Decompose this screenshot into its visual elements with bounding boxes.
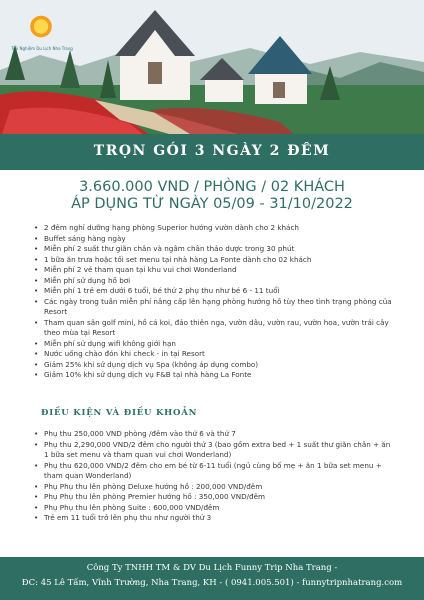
logo-tagline: Trải Nghiệm Du Lịch Nha Trang	[11, 46, 73, 51]
footer-company: Công Ty TNHH TM & DV Du Lịch Funny Trip Nha Trang -	[86, 563, 338, 573]
list-item: • Tham quan sân golf mini, hồ cá koi, đảo thiên nga, vườn dâu, vườn rau, vườn hoa, vườn trái cây theo mùa tại Resort	[34, 318, 396, 339]
footer-contact: ĐC: 45 Lê Tấm, Vĩnh Trường, Nha Trang, KH - ( 0941.005.501) - funnytripnhatrang.com	[21, 578, 403, 588]
inclusions-list	[34, 223, 396, 381]
list-item: • Các ngày trong tuần miễn phí nâng cấp lên hạng phòng hướng hồ tùy theo tình trạng phòng của Resort	[34, 297, 396, 318]
list-item: • Miễn phí sử dụng wifi không giới hạn	[34, 339, 396, 350]
conditions-heading: ĐIỀU KIỆN VÀ ĐIỀU KHOẢN	[41, 408, 198, 418]
company-logo	[8, 8, 76, 56]
list-item: • Trẻ em 11 tuổi trở lên phụ thu như người thứ 3	[34, 513, 396, 524]
list-item: • 2 đêm nghỉ dưỡng hạng phòng Superior hướng vườn dành cho 2 khách	[34, 223, 396, 234]
price-line: 3.660.000 VND / PHÒNG / 02 KHÁCH	[79, 179, 345, 195]
list-item: • Phụ Phụ thu lên phòng Suite : 600,000 VND/đêm	[34, 503, 396, 514]
list-item: • Miễn phí sử dụng hồ bơi	[34, 276, 396, 287]
list-item: • Miễn phí 2 vé tham quan tại khu vui chơi Wonderland	[34, 265, 396, 276]
list-item: • Miễn phí 1 trẻ em dưới 6 tuổi, bé thứ 2 phụ thu như bé 6 - 11 tuổi	[34, 286, 396, 297]
list-item: • Miễn phí 2 suất thư giãn chân và ngâm chân thảo dược trong 30 phút	[34, 244, 396, 255]
sun-palm-icon	[24, 10, 58, 40]
list-item: • Phụ thu 2,290,000 VND/2 đêm cho người thứ 3 (bao gồm extra bed + 1 suất thư giãn chân + ăn 1 bữa set menu và tham quan vui chơi Wonderland)	[34, 440, 396, 461]
list-item: • Nước uống chào đón khi check - in tại Resort	[34, 349, 396, 360]
list-item: • Phụ Phụ thu lên phòng Deluxe hướng hồ : 200,000 VND/đêm	[34, 482, 396, 493]
list-item: • Phụ thu 250,000 VND phòng /đêm vào thứ 6 và thứ 7	[34, 429, 396, 440]
list-item: • Phụ thu 620,000 VND/2 đêm cho em bé từ 6-11 tuổi (ngủ cùng bố mẹ + ăn 1 bữa set menu + tham quan Wonderland)	[34, 461, 396, 482]
list-item: • 1 bữa ăn trưa hoặc tối set menu tại nhà hàng La Fonte dành cho 02 khách	[34, 255, 396, 266]
list-item: • Buffet sáng hàng ngày	[34, 234, 396, 245]
package-title: TRỌN GÓI 3 NGÀY 2 ĐÊM	[93, 143, 331, 159]
list-item: • Phụ Phụ thu lên phòng Premier hướng hồ : 350,000 VND/đêm	[34, 492, 396, 503]
date-range: ÁP DỤNG TỪ NGÀY 05/09 - 31/10/2022	[71, 196, 353, 212]
list-item: • Giảm 25% khi sử dụng dịch vụ Spa (không áp dụng combo)	[34, 360, 396, 371]
list-item: • Giảm 10% khi sử dụng dịch vụ F&B tại nhà hàng La Fonte	[34, 370, 396, 381]
conditions-list	[34, 429, 396, 524]
